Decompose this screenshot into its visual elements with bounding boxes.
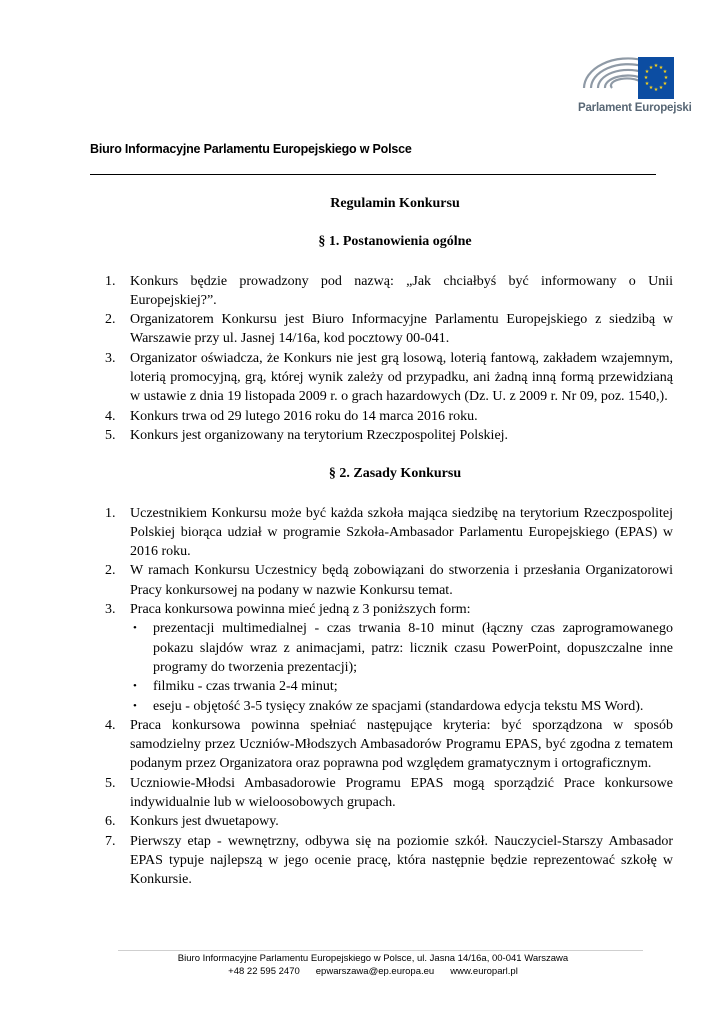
forms-list: [130, 619, 673, 715]
svg-text:★: ★: [653, 87, 659, 93]
document-body: [105, 194, 673, 890]
list-item: 3. Praca konkursowa powinna mieć jedną z 3 poniższych form: • prezentacji multimedialnej - czas trwania 8-10 minut (łączny czas zaprogramowanego pokazu slajdów wraz z animacjami, patrz: licznik czasu PowerPoint, dopuszczalne inne programy do tworzenia prezentacji); • filmiku - czas trwania 2-4 minut; • eseju - objętość 3-5 tysięcy znaków ze spacjami (standardowa edycja tekstu MS Word).: [105, 600, 673, 716]
list-item: 6. Konkurs jest dwuetapowy.: [105, 814, 279, 830]
footer-address: Biuro Informacyjne Parlamentu Europejskiego w Polsce, ul. Jasna 14/16a, 00-041 Warszawa: [177, 953, 569, 964]
section1-heading: § 1. Postanowienia ogólne: [318, 234, 472, 250]
bullet-item: • eseju - objętość 3-5 tysięcy znaków ze spacjami (standardowa edycja tekstu MS Word).: [133, 698, 644, 714]
footer-divider: [118, 950, 643, 951]
svg-text:★: ★: [643, 75, 649, 81]
svg-text:★: ★: [662, 69, 668, 75]
footer-phone: +48 22 595 2470: [228, 966, 300, 977]
list-item: 1. Uczestnikiem Konkursu może być każda szkoła mająca siedzibę na terytorium Rzeczpospolitej Polskiej biorąca udział w programie Szkoła-Ambasador Parlamentu Europejskiego (EPAS) w 2016 roku.: [105, 505, 673, 560]
hemicycle-flag-icon: [580, 52, 676, 102]
svg-text:★: ★: [658, 85, 664, 91]
svg-text:★: ★: [662, 81, 668, 87]
logo-text: Parlament Europejski: [578, 102, 692, 114]
section2-heading: § 2. Zasady Konkursu: [328, 466, 462, 482]
svg-text:★: ★: [644, 69, 650, 75]
parliament-logo: [570, 52, 692, 122]
footer: [90, 952, 656, 978]
svg-text:★: ★: [663, 75, 669, 81]
svg-text:★: ★: [653, 63, 659, 69]
header-divider: [90, 174, 656, 175]
list-item: 4. Praca konkursowa powinna spełniać następujące kryteria: być sporządzona w sposób samodzielny przez Uczniów-Młodszych Ambasadorów Programu EPAS, być zgodna z tematem podanym przez Organizatora oraz poprawna pod względem gramatycznym i ortograficznym.: [105, 717, 673, 772]
list-item: 2. W ramach Konkursu Uczestnicy będą zobowiązani do stworzenia i przesłania Organizatorowi Pracy konkursowej na podany w nazwie Konkursu temat.: [105, 563, 673, 598]
list-item: 3. Organizator oświadcza, że Konkurs nie jest grą losową, loterią fantową, zakładem wzajemnym, loterią promocyjną, grą, której wynik zależy od przypadku, ani żadną inną formą przewidzianą w ustawie z dnia 19 listopada 2009 r. o grach hazardowych (Dz. U. z 2009 r. Nr 09, poz. 1540,).: [105, 350, 673, 405]
footer-contacts: [90, 965, 656, 978]
bullet-item: • prezentacji multimedialnej - czas trwania 8-10 minut (łączny czas zaprogramowanego pokazu slajdów wraz z animacjami, patrz: licznik czasu PowerPoint, dopuszczalne inne programy do tworzenia prezentacji);: [133, 621, 673, 675]
list-item: 7. Pierwszy etap - wewnętrzny, odbywa się na poziomie szkół. Nauczyciel-Starszy Ambasador EPAS typuje najlepszą w jego ocenie pracę, która następnie będzie reprezentować szkołę w Konkursie.: [105, 833, 673, 888]
svg-text:★: ★: [658, 65, 664, 71]
svg-text:★: ★: [644, 81, 650, 87]
list-item: 1. Konkurs będzie prowadzony pod nazwą: „Jak chciałbyś być informowany o Unii Europejskiej?”.: [105, 273, 673, 308]
bullet-item: • filmiku - czas trwania 2-4 minut;: [133, 679, 338, 695]
footer-website[interactable]: www.europarl.pl: [450, 966, 518, 977]
office-title: Biuro Informacyjne Parlamentu Europejskiego w Polsce: [90, 142, 412, 156]
svg-text:★: ★: [648, 65, 654, 71]
document-title: Regulamin Konkursu: [330, 196, 460, 211]
section1-list: [105, 272, 673, 446]
list-item: 2. Organizatorem Konkursu jest Biuro Informacyjne Parlamentu Europejskiego z siedzibą w Warszawie przy ul. Jasnej 14/16a, kod pocztowy 00-041.: [105, 312, 673, 347]
list-item: 4. Konkurs trwa od 29 lutego 2016 roku do 14 marca 2016 roku.: [105, 408, 478, 424]
list-item: 5. Konkurs jest organizowany na terytorium Rzeczpospolitej Polskiej.: [105, 427, 509, 443]
svg-text:★: ★: [648, 85, 654, 91]
footer-email[interactable]: epwarszawa@ep.europa.eu: [315, 966, 435, 977]
list-item: 5. Uczniowie-Młodsi Ambasadorowie Programu EPAS mogą sporządzić Prace konkursowe indywidualnie lub w wieloosobowych grupach.: [105, 775, 673, 811]
section2-list: [105, 504, 673, 890]
